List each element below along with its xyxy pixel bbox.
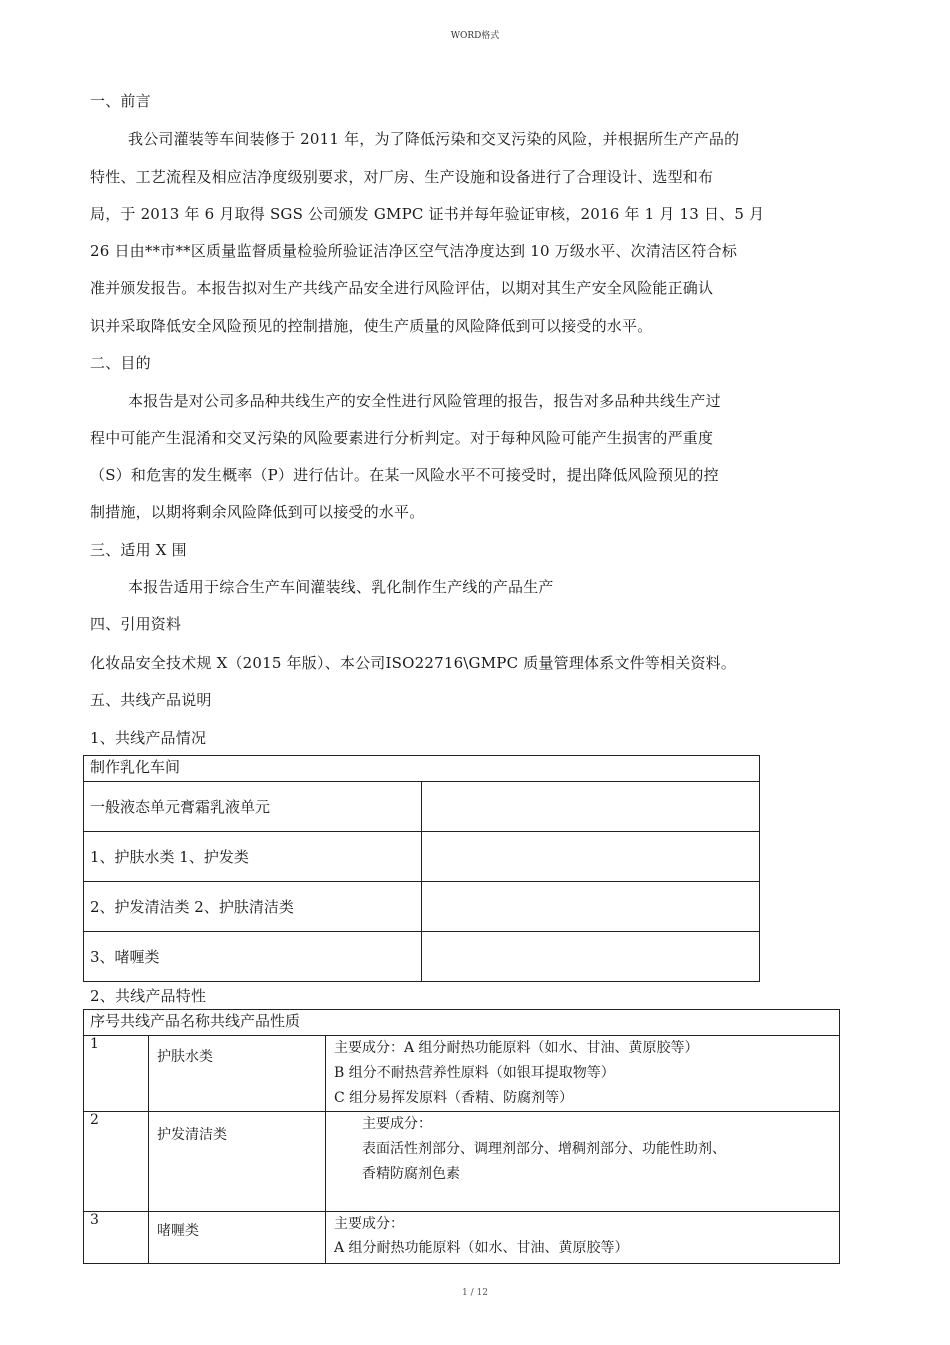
row-number: 2 [84,1112,149,1212]
paragraph-line: 特性、工艺流程及相应洁净度级别要求，对厂房、生产设施和设备进行了合理设计、选型和布 [90,168,714,186]
table-cell-empty [422,932,760,982]
product-properties [326,1112,840,1212]
property-line: 表面活性剂部分、调理剂部分、增稠剂部分、功能性助剂、 [362,1141,726,1157]
table-cell-empty [422,882,760,932]
paragraph-line: （S）和危害的发生概率（P）进行估计。在某一风险水平不可接受时，提出降低风险预见的控 [90,466,719,484]
property-line: 香精防腐剂色素 [362,1166,460,1182]
table-cell-empty [422,832,760,882]
property-line: 主要成分： [334,1216,404,1232]
section-title-products: 五、共线产品说明 [90,691,212,709]
paragraph-line: 本报告适用于综合生产车间灌装线、乳化制作生产线的产品生产 [128,578,554,596]
section-title-references: 四、引用资料 [90,615,182,633]
paragraph-line: 化妆品安全技术规 X（2015 年版）、本公司ISO22716\GMPC 质量管理体系文件等相关资料。 [90,654,737,672]
paragraph-line: 识并采取降低安全风险预见的控制措施，使生产质量的风险降低到可以接受的水平。 [90,317,653,335]
table-header: 制作乳化车间 [84,756,760,782]
paragraph-line: 我公司灌装等车间装修于 2011 年，为了降低污染和交叉污染的风险，并根据所生产产品的 [128,130,740,148]
section-title-preface: 一、前言 [90,92,151,110]
table-cell-empty [422,782,760,832]
paragraph-line: 程中可能产生混淆和交叉污染的风险要素进行分析判定。对于每种风险可能产生损害的严重度 [90,429,714,447]
section-title-scope: 三、适用 X 围 [90,541,187,559]
table-cell: 一般液态单元膏霜乳液单元 [84,782,422,832]
table-cell: 1、护肤水类 1、护发类 [84,832,422,882]
product-name: 啫喱类 [149,1212,326,1264]
table-cell: 3、啫喱类 [84,932,422,982]
paragraph-line: 准并颁发报告。本报告拟对生产共线产品安全进行风险评估，以期对其生产安全风险能正确认 [90,279,714,297]
property-line: 主要成分： [362,1116,432,1132]
table-cell: 2、护发清洁类 2、护肤清洁类 [84,882,422,932]
section-title-purpose: 二、目的 [90,354,151,372]
paragraph-line: 本报告是对公司多品种共线生产的安全性进行风险管理的报告，报告对多品种共线生产过 [128,392,721,410]
paragraph-line: 26 日由**市**区质量监督质量检验所验证洁净区空气洁净度达到 10 万级水平、次清洁区符合标 [90,242,738,260]
product-properties-table [83,1009,840,1264]
row-number: 3 [84,1212,149,1264]
product-properties [326,1036,840,1112]
product-properties [326,1212,840,1264]
property-line: A 组分耐热功能原料（如水、甘油、黄原胶等） [334,1240,629,1256]
product-name: 护肤水类 [149,1036,326,1112]
page-header: WORD格式 [450,31,500,41]
table-header: 序号共线产品名称共线产品性质 [84,1010,840,1036]
page-number: 1 / 12 [462,1288,488,1298]
property-line: 主要成分：A 组分耐热功能原料（如水、甘油、黄原胶等） [334,1040,699,1056]
paragraph-line: 制措施，以期将剩余风险降低到可以接受的水平。 [90,503,425,521]
property-line: C 组分易挥发原料（香精、防腐剂等） [334,1090,574,1106]
subsection-title: 1、共线产品情况 [90,729,207,747]
paragraph-line: 局，于 2013 年 6 月取得 SGS 公司颁发 GMPC 证书并每年验证审核，2016 年 1 月 13 日、5 月 [90,205,765,223]
shared-line-products-table [83,755,760,982]
row-number: 1 [84,1036,149,1112]
product-name: 护发清洁类 [149,1112,326,1212]
property-line: B 组分不耐热营养性原料（如银耳提取物等） [334,1065,615,1081]
subsection-title: 2、共线产品特性 [90,987,207,1005]
